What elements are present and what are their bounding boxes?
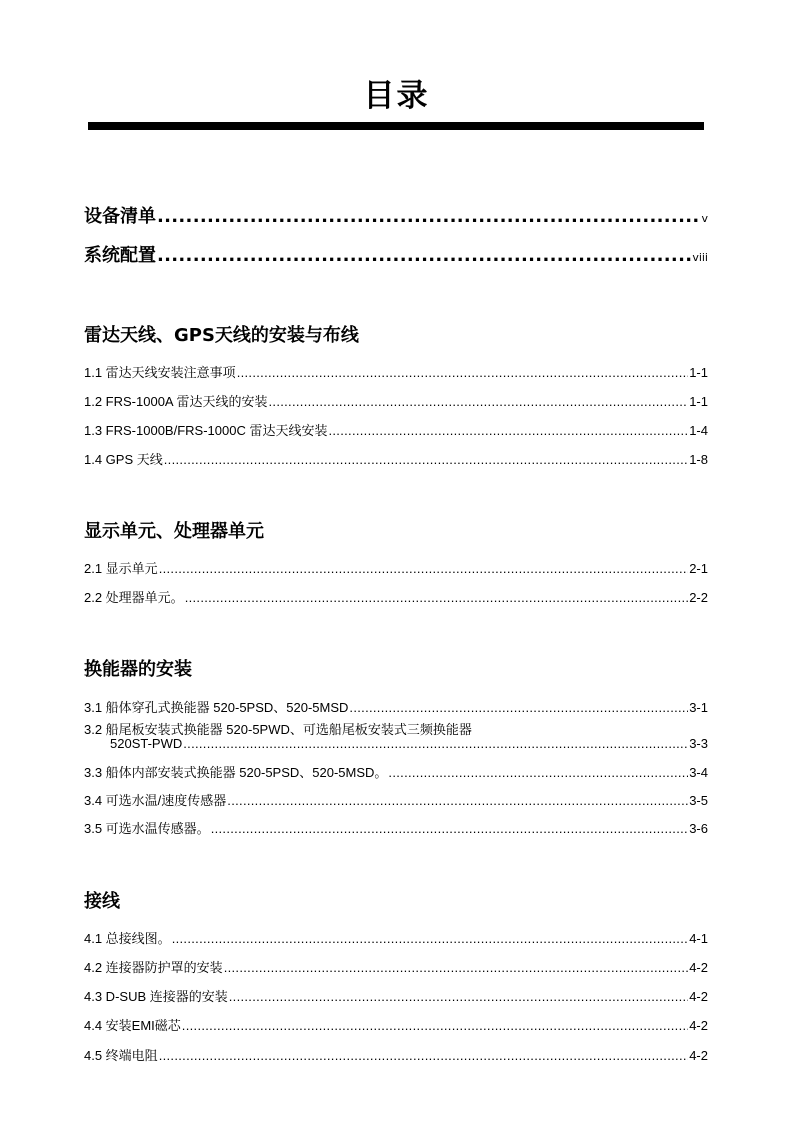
- toc-page: 3-6: [689, 821, 708, 836]
- toc-label: 3.5 可选水温传感器。: [84, 821, 210, 836]
- leader-dots: [349, 700, 688, 715]
- toc-page: viii: [692, 251, 708, 264]
- toc-entry-4-5[interactable]: [84, 1045, 708, 1064]
- toc-entry-1-4[interactable]: [84, 449, 708, 468]
- toc-entry-4-2[interactable]: [84, 957, 708, 976]
- toc-page: 2-1: [689, 561, 708, 576]
- toc-label: 2.2 处理器单元。: [84, 590, 184, 605]
- toc-label: 1.2 FRS-1000A 雷达天线的安装: [84, 394, 268, 409]
- toc-label: 520ST-PWD: [110, 736, 183, 751]
- leader-dots: [183, 736, 688, 751]
- toc-page: 3-1: [689, 700, 708, 715]
- toc-entry-3-1[interactable]: [84, 697, 708, 716]
- section-heading-1: 雷达天线、GPS天线的安装与布线: [84, 325, 359, 346]
- toc-label: 4.4 安装EMI磁芯: [84, 1018, 181, 1033]
- leader-dots: [328, 423, 688, 438]
- toc-label: 1.4 GPS 天线: [84, 452, 163, 467]
- leader-dots: [269, 394, 689, 409]
- toc-label: 4.1 总接线图。: [84, 931, 171, 946]
- section-heading-3: 换能器的安装: [84, 659, 192, 680]
- leader-dots: [159, 1048, 689, 1063]
- toc-entry-3-3[interactable]: [84, 762, 708, 781]
- toc-entry-3-2-line1[interactable]: 3.2 船尾板安装式换能器 520-5PWD、可选船尾板安装式三频换能器: [84, 722, 472, 737]
- toc-label: 4.2 连接器防护罩的安装: [84, 960, 223, 975]
- toc-page: 1-1: [689, 365, 708, 380]
- toc-page: 2-2: [689, 590, 708, 605]
- leader-dots: [237, 365, 689, 380]
- leader-dots: [224, 960, 689, 975]
- toc-entry-2-1[interactable]: [84, 558, 708, 577]
- leader-dots: [229, 989, 688, 1004]
- leader-dots: [159, 561, 689, 576]
- toc-page: 4-2: [689, 1048, 708, 1063]
- toc-page: 4-2: [689, 989, 708, 1004]
- toc-entry-equipment-list[interactable]: [84, 202, 708, 228]
- toc-page: 4-1: [689, 931, 708, 946]
- toc-label: 3.4 可选水温/速度传感器: [84, 793, 227, 808]
- toc-page: 4-2: [689, 1018, 708, 1033]
- toc-label: 系统配置: [84, 245, 156, 266]
- leader-dots: [227, 793, 688, 808]
- toc-page: 1-1: [689, 394, 708, 409]
- toc-entry-4-3[interactable]: [84, 986, 708, 1005]
- toc-label: 1.3 FRS-1000B/FRS-1000C 雷达天线安装: [84, 423, 328, 438]
- toc-entry-1-2[interactable]: [84, 391, 708, 410]
- toc-label: 1.1 雷达天线安装注意事项: [84, 365, 236, 380]
- toc-label: 设备清单: [84, 206, 156, 227]
- toc-page: 3-4: [689, 765, 708, 780]
- toc-page: v: [701, 212, 708, 225]
- leader-dots: [157, 206, 700, 227]
- toc-label: 4.5 终端电阻: [84, 1048, 158, 1063]
- toc-page: 4-2: [689, 960, 708, 975]
- toc-label: 4.3 D-SUB 连接器的安装: [84, 989, 228, 1004]
- leader-dots: [185, 590, 689, 605]
- page-title: 目录: [363, 78, 430, 114]
- leader-dots: [172, 931, 689, 946]
- leader-dots: [182, 1018, 688, 1033]
- toc-entry-1-3[interactable]: [84, 420, 708, 439]
- leader-dots: [157, 245, 691, 266]
- toc-page: 3-3: [689, 736, 708, 751]
- toc-label: 2.1 显示单元: [84, 561, 158, 576]
- leader-dots: [164, 452, 688, 467]
- toc-entry-3-2[interactable]: [110, 736, 708, 751]
- toc-label: 3.3 船体内部安装式换能器 520-5PSD、520-5MSD。: [84, 765, 388, 780]
- toc-entry-system-config[interactable]: [84, 241, 708, 267]
- toc-page: 1-8: [689, 452, 708, 467]
- toc-page: 1-4: [689, 423, 708, 438]
- section-heading-4: 接线: [84, 891, 120, 912]
- toc-entry-1-1[interactable]: [84, 362, 708, 381]
- toc-page: 3-5: [689, 793, 708, 808]
- section-heading-2: 显示单元、处理器单元: [84, 521, 264, 542]
- title-rule: [88, 122, 704, 130]
- toc-entry-3-4[interactable]: [84, 790, 708, 809]
- leader-dots: [211, 821, 689, 836]
- toc-entry-3-5[interactable]: [84, 818, 708, 837]
- toc-entry-4-1[interactable]: [84, 928, 708, 947]
- toc-label: 3.1 船体穿孔式换能器 520-5PSD、520-5MSD: [84, 700, 349, 715]
- toc-entry-4-4[interactable]: [84, 1015, 708, 1034]
- toc-entry-2-2[interactable]: [84, 587, 708, 606]
- leader-dots: [388, 765, 688, 780]
